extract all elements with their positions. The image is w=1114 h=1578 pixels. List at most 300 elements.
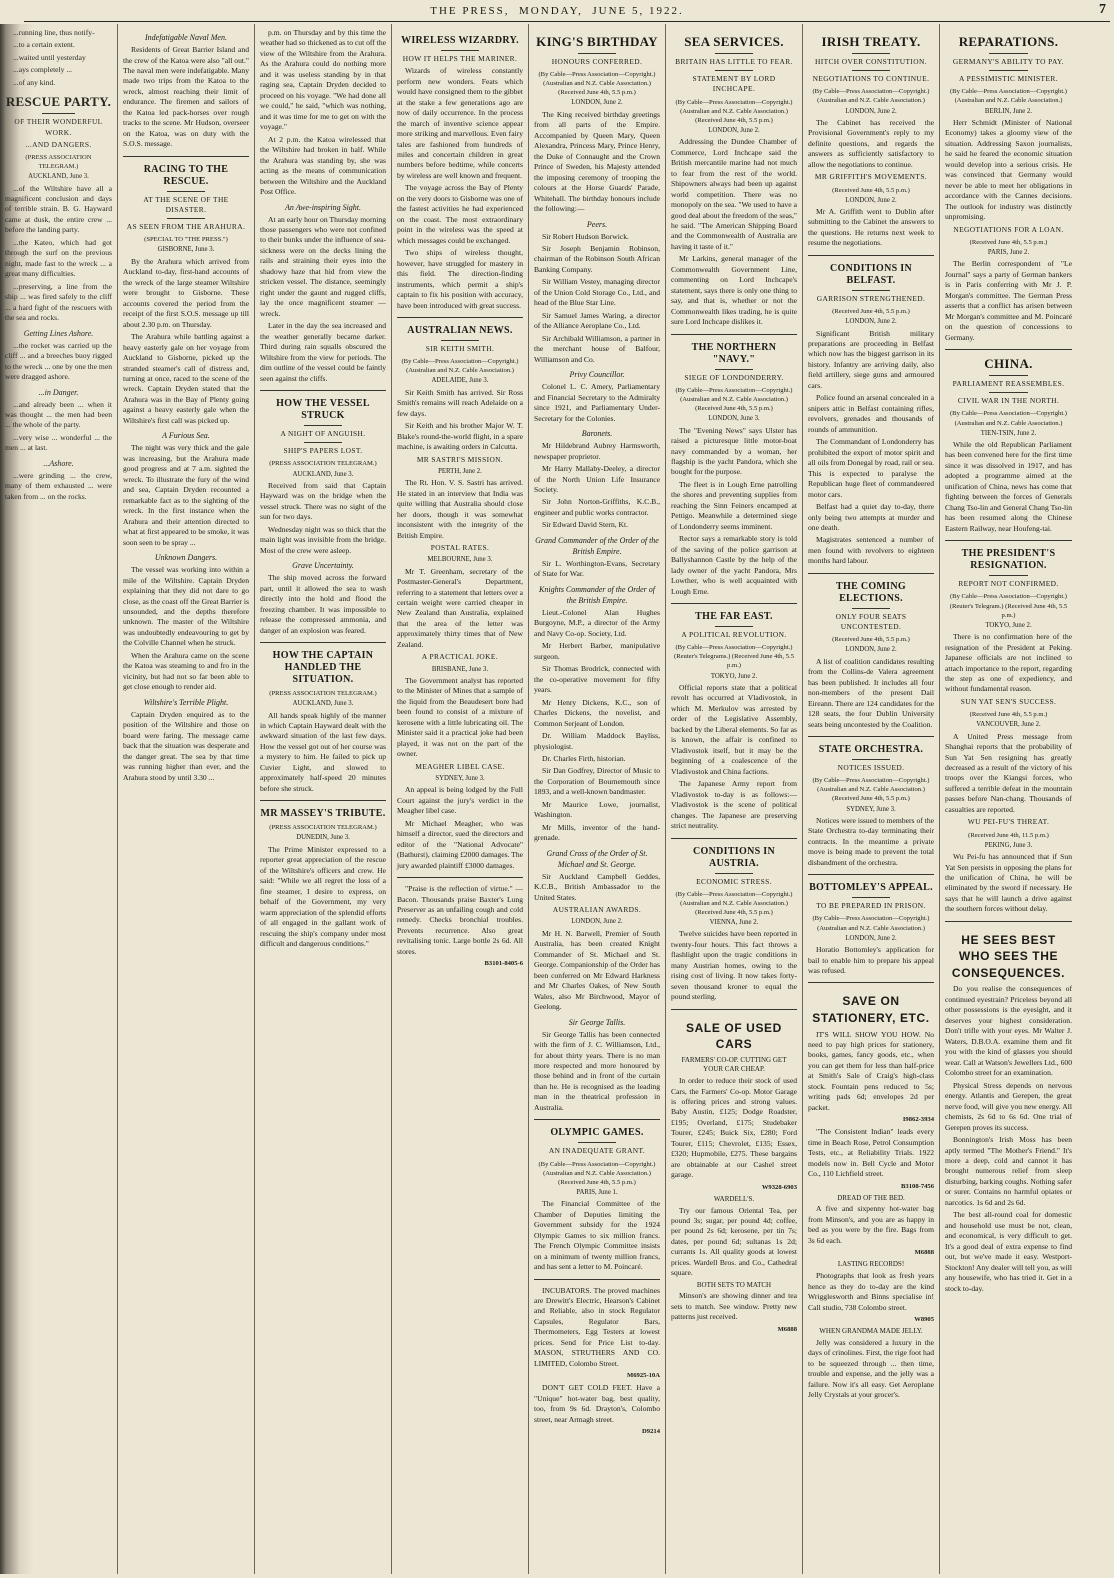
- column-3: [392, 24, 529, 1574]
- ad-subhead: DREAD OF THE BED.: [837, 1193, 905, 1202]
- subhead: AUSTRALIAN AWARDS.: [552, 905, 642, 915]
- credit: (By Cable—Press Association—Copyright.) (Australian and N.Z. Cable Association.): [812, 915, 930, 932]
- used-cars-ad-headline: SALE OF USED CARS: [686, 1020, 782, 1052]
- austria-headline: CONDITIONS IN AUSTRIA.: [693, 845, 775, 869]
- bottomley-headline: BOTTOMLEY'S APPEAL.: [809, 882, 933, 894]
- credit: (By Cable—Press Association—Copyright.) (Reuter's Telegrams.) (Received June 4th, 5.5 p.m.): [674, 644, 794, 670]
- divider: [260, 642, 386, 643]
- paragraph: The Cabinet has received the Provisional Government's reply to my definite questions, and regards the answers as sufficiently satisfactory to allow the negotiations to continue.: [808, 117, 934, 169]
- divider: [808, 982, 934, 983]
- elections-headline: THE COMING ELECTIONS.: [836, 580, 906, 604]
- masthead-paper: THE PRESS,: [430, 5, 510, 17]
- paragraph: Sir Auckland Campbell Geddes, K.C.B., British Ambassador to the United States.: [534, 871, 660, 902]
- column-7: [940, 24, 1077, 1574]
- advertisement: Try our famous Oriental Tea, per pound 3s; sugar, per pound 4d; coffee, per pound 2s 6d; kerosene, per tin 7s; dates, per pound 6d; sultanas 1s 2d; currants 1s. All quality goods at lowest prices. Wardell Bros. and Co., Cathedral square.: [671, 1205, 797, 1278]
- crosshead: Unknown Dangers.: [154, 553, 218, 563]
- credit: (Received June 4th, 11.5 p.m.): [968, 831, 1049, 839]
- paragraph: Received from said that Captain Hayward was on the bridge when the vessel struck. There was no sight of the sun for two days.: [260, 480, 386, 522]
- masthead-day: MONDAY,: [519, 5, 583, 17]
- ad-reference: B3101-8405-6: [484, 960, 523, 968]
- dateline: PEKING, June 3.: [984, 841, 1033, 849]
- credit: (By Cable—Press Association—Copyright.) (Australian and N.Z. Cable Association.) (Received June 4th, 5.5 p.m.): [538, 71, 656, 97]
- divider: [123, 156, 249, 157]
- advertisement: A five and sixpenny hot-water bag from Minson's, and you are as happy in bed as you were by the fire. Bags from 3s 6d each.: [808, 1204, 934, 1245]
- divider: [304, 442, 342, 443]
- dateline: LONDON, June 2.: [845, 107, 897, 115]
- paragraph: Sir Samuel James Waring, a director of the Alliance Aeroplane Co., Ltd.: [534, 310, 660, 331]
- eyesight-ad-headline: HE SEES BEST WHO SEES THE CONSEQUENCES.: [951, 932, 1066, 980]
- dateline: ADELAIDE, June 3.: [431, 377, 489, 385]
- paragraph: Belfast had a quiet day to-day, there only being two attempts at murder and one death.: [808, 502, 934, 532]
- dateline: LONDON, June 2.: [845, 196, 897, 204]
- divider: [534, 1279, 660, 1280]
- ad-reference: M6888: [914, 1249, 934, 1257]
- credit: (Received June 4th, 5.5 p.m.): [832, 308, 910, 316]
- paragraph: An appeal is being lodged by the Full Court against the jury's verdict in the Meagher libel case.: [397, 785, 523, 816]
- divider: [852, 759, 890, 760]
- page-number: 7: [1099, 2, 1106, 17]
- dateline: PERTH, June 2.: [438, 467, 482, 475]
- paragraph: Wu Pei-fu has announced that if Sun Yat Sen persists in opposing the plans for the unification of China, he will be eliminated by the sword if necessary. He says that he will launch a drive against the southern forces without delay.: [945, 852, 1072, 914]
- paragraph: Sir Archibald Williamson, a partner in the merchant house of Balfour, Williamson and Co.: [534, 333, 660, 364]
- credit: (Received June 4th, 5.5 p.m.): [969, 711, 1048, 719]
- reparations-headline: REPARATIONS.: [958, 34, 1059, 49]
- credit: (By Cable—Press Association—Copyright.) (Australian and N.Z. Cable Association.) (Received June 4th, 5.5 p.m.): [812, 777, 930, 803]
- col0-line: ...waited until yesterday: [13, 52, 86, 62]
- subhead: ONLY FOUR SEATS UNCONTESTED.: [835, 611, 907, 632]
- sea-services-headline: SEA SERVICES.: [684, 34, 784, 49]
- divider: [260, 800, 386, 801]
- ad-reference: W9328-6903: [761, 1183, 797, 1191]
- dateline: LONDON, June 2.: [845, 934, 897, 942]
- paragraph: By the Arahura which arrived from Auckland to-day, first-hand accounts of the wreck of the large steamer Wiltshire were brought to Gisborne. These accounts covered the period from the receipt of the first S.O.S. message up till about 2.30 p.m. on Thursday.: [123, 256, 249, 329]
- subhead: A PRACTICAL JOKE.: [421, 652, 499, 662]
- subhead: NEGOTIATIONS TO CONTINUE.: [812, 74, 930, 84]
- subhead: GERMANY'S ABILITY TO PAY.: [952, 56, 1065, 66]
- credit: (PRESS ASSOCIATION TELEGRAM.): [269, 690, 377, 698]
- dateline: VIENNA, June 2.: [709, 919, 759, 926]
- paragraph: ...preserving, a line from the ship ... was fired safely to the cliff ... a hard fight of the rescuers with the sea and rocks.: [5, 281, 112, 323]
- paragraph: Captain Dryden enquired as to the position of the Wiltshire and those on board were faring. The message came back that the situation was desperate and the danger great. The sea by that time was running higher than ever, and the Arahura stood by until 3.30 ...: [123, 709, 249, 782]
- racing-to-rescue-headline: RACING TO THE RESCUE.: [143, 163, 229, 187]
- paragraph: The vessel was working into within a mile of the Wiltshire. Captain Dryden explaining that they did not dare to go close, as the coast off the Great Barrier is unsounded, and the depths therefore unknown. The master of the Wiltshire was undoubtedly endeavouring to get by the Colville Channel when he struck.: [123, 565, 249, 648]
- paragraph: Mr Mills, inventor of the hand-grenade.: [534, 822, 660, 843]
- ad-reference: M6888: [777, 1325, 797, 1333]
- advertisement: IT'S WILL SHOW YOU HOW. No need to pay high prices for stationery, books, games, fancy goods, etc., when you can get them for less than half-price at Smith's Sale of Craig's high-class stock. Fountain pens reduced to 5s; writing pads 6d; envelopes 2d per packet.: [808, 1029, 934, 1112]
- kings-birthday-headline: KING'S BIRTHDAY: [536, 34, 658, 49]
- ad-reference: B3108-7456: [901, 1182, 934, 1190]
- advertisement: Do you realise the consequences of continued eyestrain? Priceless beyond all other possessions is the eyesight, and it deserves your highest consideration. Don't trifle with your eyes. Mr Walter J. Waters, D.B.O.A. examine them and fit you with the kind of glasses you should wear. Call at Watson's Jewellers Ltd., 600 Colombo street for an examination.: [945, 984, 1072, 1078]
- crosshead: Getting Lines Ashore.: [23, 328, 94, 338]
- subhead: NOTICES ISSUED.: [837, 763, 905, 773]
- subhead: BRITAIN HAS LITTLE TO FEAR.: [675, 56, 793, 66]
- paragraph: All hands speak highly of the manner in which Captain Hayward dealt with the awkward situation of the last few days. How the vessel got out of her course was a mystery to him. He failed to pick up Cuvier Light, and slowed to approximately half-speed 20 minutes before she struck.: [260, 710, 386, 793]
- paragraph: Mr Michael Meagher, who was himself a director, sued the directors and editor of the "National Advocate" (Bathurst), claiming £2000 damages. The jury awarded plaintiff £3000 damages.: [397, 818, 523, 870]
- dateline: LONDON, June 2.: [845, 318, 897, 326]
- ad-subhead: LASTING RECORDS!: [837, 1260, 905, 1269]
- credit: (By Cable—Press Association—Copyright.) (Australian and N.Z. Cable Association.) (Received June 4th, 5.5 p.m.): [675, 890, 793, 916]
- subhead: PARLIAMENT REASSEMBLES.: [952, 379, 1065, 388]
- state-orchestra-headline: STATE ORCHESTRA.: [818, 744, 924, 756]
- paragraph: The night was very thick and the gale was increasing, but the Arahura made good progress and at 7 a.m. sighted the wreck. To illustrate the fury of the wind and sea, Captain Dryden recounted a remarkable fact as to the sighting of the wreck. In the first instance when the Arahura and their attention directed to what at first appeared to be smoke, it was soon seen to be spray ...: [123, 443, 249, 547]
- divider: [42, 113, 74, 114]
- belfast-headline: CONDITIONS IN BELFAST.: [830, 262, 912, 286]
- paragraph: Police found an arsenal concealed in a snipers attic in Belfast containing rifles, revolvers, grenades and thousands of rounds of ammunition.: [808, 393, 934, 434]
- divider: [808, 874, 934, 875]
- divider: [945, 540, 1072, 541]
- subhead: REPORT NOT CONFIRMED.: [958, 579, 1059, 589]
- subhead: CIVIL WAR IN THE NORTH.: [957, 396, 1060, 406]
- wireless-wizardry-headline: WIRELESS WIZARDRY.: [401, 35, 519, 46]
- presidents-resignation-headline: THE PRESIDENT'S RESIGNATION.: [961, 548, 1056, 572]
- paragraph: ...very wise ... wonderful ... the men ... at last.: [5, 432, 112, 453]
- subhead: TO BE PREPARED IN PRISON.: [816, 901, 926, 911]
- dateline: PARIS, June 1.: [576, 1188, 618, 1196]
- paragraph: The ship moved across the forward part, until it allowed the sea to wash directly into the hold and flood the freezing chamber. It was impossible to release the compressed ammonia, and danger of an explosion was feared.: [260, 573, 386, 635]
- ad-reference: W8905: [914, 1315, 934, 1323]
- crosshead: Baronets.: [581, 429, 613, 439]
- paragraph: Notices were issued to members of the State Orchestra to-day terminating their contracts. In the meantime a private move is being made to prevent the total disbandment of the orchestra.: [808, 815, 934, 867]
- dateline: AUCKLAND, June 3.: [292, 700, 354, 708]
- masthead-date: JUNE 5, 1922.: [592, 5, 684, 17]
- advertisement: Minson's are showing dinner and tea sets to match. See window. Pretty new patterns just received.: [671, 1291, 797, 1322]
- credit: (By Cable—Press Association—Copyright.) (Australian and N.Z. Cable Association.): [401, 358, 519, 375]
- col0-line: ...of any kind.: [13, 77, 56, 87]
- dateline: AUCKLAND, June 3.: [28, 173, 89, 181]
- advertisement: Jelly was considered a luxury in the days of crinolines. First, the rige foot had to be squeezed through ... then time, trouble and expense, and the jelly was a failure. Now it's all easy. Get Aeroplane Jelly Crystals at your grocer's.: [808, 1337, 934, 1400]
- divider: [808, 573, 934, 574]
- australian-news-headline: AUSTRALIAN NEWS.: [407, 325, 513, 336]
- divider: [441, 50, 479, 51]
- paragraph: Sir George Tallis has been connected with the firm of J. C. Williamson, Ltd., for about thirty years. There is no man more respected and more honoured by those behind and in front of the curtain than he. He is recognised as the leading man in the theatrical profession in Australia.: [534, 1029, 660, 1112]
- ad-subhead: WHEN GRANDMA MADE JELLY.: [819, 1327, 923, 1336]
- paragraph: ...and already been ... when it was thought ... the men had been ... the whole of the party.: [5, 399, 112, 430]
- paragraph: Sir Robert Hudson Borwick.: [542, 231, 629, 241]
- subhead: NEGOTIATIONS FOR A LOAN.: [953, 224, 1064, 234]
- dateline: BERLIN, June 2.: [984, 107, 1033, 115]
- divider: [671, 838, 797, 839]
- paragraph: The "Evening News" says Ulster has raised a picturesque little motor-boat navy commanded by a woman, her flagship is the yacht Pandora, which she bought for the purpose.: [671, 425, 797, 477]
- column-4: [529, 24, 666, 1574]
- divider: [852, 608, 890, 609]
- subhead: AS SEEN FROM THE ARAHURA.: [126, 222, 246, 232]
- crosshead: Peers.: [586, 219, 608, 229]
- dateline: BRISBANE, June 3.: [431, 665, 489, 673]
- paragraph: There is no confirmation here of the resignation of the President at Peking. Japanese officials are not inclined to attach importance to the report, regarding the step as one of expediency, and without fundamental reason.: [945, 632, 1072, 694]
- subhead: HOW IT HELPS THE MARINER.: [402, 54, 518, 63]
- olympic-games-headline: OLYMPIC GAMES.: [550, 1127, 644, 1139]
- paragraph: The Rt. Hon. V. S. Sastri has arrived. He stated in an interview that India was quite willing that Australia should close her doors, though it was somewhat inconsistent with the integrity of the British Empire.: [397, 478, 523, 540]
- paragraph: ...the Kateo, which had got through the surf on the previous night, made fast to the wreck ... a great many difficulties.: [5, 237, 112, 279]
- dateline: PARIS, June 2.: [987, 248, 1030, 256]
- paragraph: The Commandant of Londonderry has prohibited the export of motor spirit and all oils from Donegal by road, rail or sea. This is expected to paralyse the Republican huge fleet of commandeered motor cars.: [808, 437, 934, 499]
- columns: [0, 24, 1077, 1574]
- divider: [852, 70, 890, 71]
- crosshead: ...in Danger.: [38, 387, 79, 397]
- credit: (Received June 4th, 5.5 p.m.): [832, 186, 910, 194]
- divider: [989, 375, 1027, 376]
- advertisement: Bonnington's Irish Moss has been aptly termed "The Mother's Friend." It's more a deep, cold and cannot it has brought numerous relief from sleep disturbing, barking coughs. Nothing safer or surer. Contains no harmful opiates or narcotics. 1s 6d and 2s 6d.: [945, 1135, 1072, 1207]
- dateline: LONDON, June 3.: [708, 415, 760, 423]
- subhead: ECONOMIC STRESS.: [696, 876, 772, 886]
- paragraph: Mr Hildebrand Aubrey Harmsworth, newspaper proprietor.: [534, 441, 660, 461]
- crosshead: Grand Commander of the Order of the British Empire.: [535, 535, 659, 556]
- subhead: SUN YAT SEN'S SUCCESS.: [960, 696, 1057, 706]
- irish-treaty-headline: IRISH TREATY.: [821, 34, 921, 49]
- dateline: DUNEDIN, June 3.: [296, 834, 350, 842]
- captain-handled-headline: HOW THE CAPTAIN HANDLED THE SITUATION.: [272, 650, 374, 686]
- dateline: TOKYO, June 2.: [710, 672, 758, 680]
- subhead: A POLITICAL REVOLUTION.: [681, 630, 787, 640]
- subhead: HITCH OVER CONSTITUTION.: [814, 56, 928, 66]
- subhead: SIR KEITH SMITH.: [425, 344, 495, 353]
- crosshead: Knights Commander of the Order of the British Empire.: [539, 584, 655, 605]
- advertisement: Physical Stress depends on nervous energy. Atlantis and Gerepen, the great nerve food, will give you new energy. All chemists, 2s 6d to 6s 6d. One trial of Gerepen proves its success.: [945, 1080, 1072, 1132]
- column-5: [666, 24, 803, 1574]
- divider: [671, 1009, 797, 1010]
- col0-line: ...ays completely ...: [13, 65, 73, 75]
- crosshead: Wiltshire's Terrible Plight.: [143, 697, 229, 707]
- crosshead: Grave Uncertainty.: [292, 561, 354, 571]
- masthead-rule: [24, 21, 1110, 22]
- paragraph: Rector says a remarkable story is told of the saving of the police garrison at Ballyshannon Castle by the help of the lady owner of the yacht Pandora, Mrs Lowther, who is well acquainted with Lough Erne.: [671, 534, 797, 596]
- paragraph: Two ships of wireless thought, however, have struggled for mastery in this field. The direction-finding instruments, which permit a ship's captain to fix his position with accuracy, have been introduced with great success.: [397, 248, 523, 310]
- divider: [260, 390, 386, 391]
- paragraph: The Japanese Army report from Vladivostok to-day is as follows:— Vladivostok is the scene of political changes. The Japanese are preserving strict neutrality.: [671, 779, 797, 831]
- column-0: [0, 24, 118, 1574]
- divider: [989, 575, 1027, 576]
- paragraph: Significant British military preparations are proceeding in Belfast which now has the biggest garrison in its history. Infantry are arriving daily, also field artillery, siege guns and armoured cars.: [808, 328, 934, 390]
- paragraph: Later in the day the sea increased and the weather generally became darker. Third during rain squalls obscured the Wiltshire from the view for periods. The dim outline of the vessel could be faintly seen against the cliffs.: [260, 321, 386, 383]
- subhead: AN INADEQUATE GRANT.: [548, 1146, 646, 1156]
- divider: [167, 191, 205, 192]
- ad-subhead: WARDELL'S.: [713, 1194, 755, 1203]
- paragraph: Wizards of wireless constantly perform new wonders. Feats which would have consigned them to the gibbet at the stake a few generations ago are now of daily occurrence. In the process the march of inventive science appear more striking and marvellous. Even fairy tales are fashioned from hundreds of miles and concertain children in great numbers before bedtime, while concerts by wireless are well known and frequent.: [397, 66, 523, 180]
- advertisement: INCUBATORS. The proved machines are Drewitt's Electric, Hearson's Cabinet and Reliable, also in stock Regulator Capsules, Regulator Bars, Thermometers, Egg Testers at lowest prices. Send for Price List to-day. MASON, STRUTHERS AND CO. LIMITED, Colombo Street.: [534, 1285, 660, 1368]
- divider: [852, 290, 890, 291]
- divider: [989, 70, 1027, 71]
- paragraph: Herr Schmidt (Minister of National Economy) takes a gloomy view of the situation. Addressing Saxon journalists, he said he feared the economic situation would develop into a serious crisis. He was convinced that Germany would never be able to meet her obligations in accordance with the Cannes decisions. The outlook for industry was distinctly unpromising.: [945, 117, 1072, 222]
- paragraph: Official reports state that a political revolt has occurred at Vladivostok, in which M. Merkulov was arrested by order of the Legislative Assembly, backed by the Liberal elements. So far as is known, the affair is confined to Vladivostok itself, but it may be the beginning of a coalescence of the Vladivostok and China factions.: [671, 682, 797, 776]
- paragraph: Sir Keith Smith has arrived. Sir Ross Smith's remains will reach Adelaide on a few days.: [397, 387, 523, 418]
- advertisement: "Praise is the reflection of virtue." — Bacon. Thousands praise Baxter's Lung Preserver as an unfailing cough and cold remedy. Checks bronchial troubles. Prevents recurrence. Also great revitalising tonic. Large bottle 2s 6d. All stores.: [397, 884, 523, 956]
- paragraph: Sir Keith and his brother Major W. T. Blake's round-the-world flight, in a spare machine, is awaiting orders in Calcutta.: [397, 421, 523, 452]
- paragraph: Mr Maurice Lowe, journalist, Washington.: [534, 799, 660, 820]
- divider: [578, 53, 616, 54]
- crosshead: Privy Councillor.: [569, 370, 625, 380]
- divider: [397, 877, 523, 878]
- credit: (By Cable—Press Association—Copyright.) (Reuter's Telegram.) (Received June 4th, 5.5 p.m.): [949, 593, 1068, 619]
- far-east-headline: THE FAR EAST.: [695, 611, 773, 623]
- paragraph: Sir William Vestey, managing director of the Union Cold Storage Co., Ltd., and head of the Blue Star Line.: [534, 277, 660, 308]
- subhead: A PESSIMISTIC MINISTER.: [959, 74, 1058, 84]
- subhead: A NIGHT OF ANGUISH.: [280, 429, 366, 439]
- paragraph: Mr A. Griffith went to Dublin after submitting to the Cabinet the answers to the questions. He returns next week to resume the negotiations.: [808, 206, 934, 248]
- paragraph: The Government analyst has reported to the Minister of Mines that a sample of the liquid from the Beaudesert bore had been found to consist of a mixture of kerosene with a little lubricating oil. The Minister said it a practical joke had been played, it was not on the part of the owner.: [397, 675, 523, 759]
- paragraph: The Prime Minister expressed to a reporter great appreciation of the rescue of the Wiltshire's officers and crew. He said: "While we all regret the loss of a fine steamer, I desire to express, on behalf of the Government, my very warm appreciation of the splendid efforts of all engaged in the gallant work of rescuing the ship's company under most difficult and dangerous conditions.": [260, 844, 386, 948]
- paragraph: Horatio Bottomley's application for bail to enable him to prepare his appeal was refused.: [808, 945, 934, 975]
- column-6: [803, 24, 940, 1574]
- credit: (Received June 4th, 5.5 p.m.): [832, 636, 910, 644]
- paragraph: Twelve suicides have been reported in twenty-four hours. This fact throws a flashlight upon the tragic conditions in many Austrian homes, owing to the rising cost of living. It now takes forty-seven thousand kroner to equal the pound sterling.: [671, 929, 797, 1002]
- paragraph: The fleet is in Lough Erne patrolling the shores and preventing supplies from reaching the Sinn Feiners encamped at Pettigo. Meanwhile a determined siege of Londonderry seems imminent.: [671, 479, 797, 531]
- divider: [715, 70, 753, 71]
- dateline: VANCOUVER, June 2.: [976, 721, 1041, 729]
- subhead: AT THE SCENE OF THE DISASTER.: [143, 194, 229, 214]
- paragraph: The Berlin correspondent of "Le Journal" says a party of German bankers is in Paris conferring with Mr J. P. Morgan's committee. The German Press asserts that a conflict has arisen between Mr Morgan's committee and M. Poincaré on the question of concessions to Germany.: [945, 259, 1072, 342]
- paragraph: Sir John Norton-Griffiths, K.C.B., engineer and public works contractor.: [534, 497, 660, 517]
- dateline: LONDON, June 2.: [845, 646, 897, 654]
- paragraph: Colonel L. C. Amery, Parliamentary and Financial Secretary to the Admiralty since 1921, and Parliamentary Under-Secretary for the Colonies.: [534, 382, 660, 423]
- ad-reference: D9214: [642, 1428, 660, 1436]
- paragraph: At an early hour on Thursday morning those passengers who were not confined to their bunks under the influence of sea-sickness were on the decks lining the rails and straining their eyes into the shadowy haze that hid from view the stricken vessel. The distance, seemingly right under the gaunt and rugged cliffs, lay the once magnificent steamer — wreck.: [260, 214, 386, 318]
- paragraph: ...were grinding ... the crew, many of them exhausted ... were taken from ... on the rocks.: [5, 470, 112, 501]
- paragraph: Mr T. Greenham, secretary of the Postmaster-General's Department, referring to a statement that letters over a certain weight were carried cheaper in New Zealand than Australia, explained that the area of the letter was approximately thirty times that of New Zealand.: [397, 566, 523, 649]
- subhead: MEAGHER LIBEL CASE.: [415, 761, 505, 771]
- credit: (By Cable—Press Association—Copyright.) (Australian and N.Z. Cable Association.) (Received June 4th, 5.5 p.m.): [675, 386, 793, 413]
- paragraph: Mr Harry Mallaby-Deeley, a director of the North Union Life Insurance Society.: [534, 464, 660, 494]
- paragraph: Sir L. Worthington-Evans, Secretary of State for War.: [534, 558, 660, 579]
- dateline: TOKYO, June 2.: [985, 621, 1032, 629]
- paragraph: Mr H. N. Barwell, Premier of South Australia, has been created Knight Commander of St. Michael and St. George. Companionship of the Order has been conferred on Mr Edward Harkness and Mr Charles Oakes, of New South Wales, also Mr Birchwood, Mayor of Geelong.: [534, 928, 660, 1012]
- paragraph: Mr Henry Dickens, K.C., son of Charles Dickens, the novelist, and Common Serjeant of London.: [534, 697, 660, 728]
- paragraph: While the old Republican Parliament has been convened here for the first time since it was dissolved in 1917, and has adopted a programme aimed at the unification of China, news has come that fighting between the forces of Generals Chang Tso-lin and General Chang Tso-lin has been resumed along the Chinese Eastern Railway, near Houfeng-tai.: [945, 440, 1072, 533]
- dateline: LONDON, June 2.: [708, 126, 760, 134]
- divider: [715, 873, 753, 874]
- vessel-struck-headline: HOW THE VESSEL STRUCK: [276, 398, 370, 422]
- divider: [441, 340, 479, 341]
- credit: (PRESS ASSOCIATION TELEGRAM.): [269, 824, 377, 832]
- dateline: GISBORNE, June 3.: [157, 246, 215, 254]
- paragraph: When the Arahura came on the scene the Katoa was steaming to and fro in the vicinity, but had not so far been able to get close enough to render aid.: [123, 650, 249, 692]
- paragraph: ...of the Wiltshire have all a magnificent conclusion and days of terrible strain. B. G. Hayward came at dusk, the entire crew ... before the landing party.: [5, 183, 112, 235]
- credit: (SPECIAL TO "THE PRESS."): [144, 236, 228, 244]
- china-headline: CHINA.: [984, 356, 1033, 372]
- paragraph: p.m. on Thursday and by this time the weather had so thickened as to cut off the view of the Wiltshire from the Arahura. As the Arahura could do nothing more and it was useless standing by in that raging sea, Captain Dryden decided to proceed on his voyage. "We had done all we could," he said, "which was nothing, and it was time for me to get on with the voyage.": [260, 28, 386, 132]
- advertisement: "The Consistent Indian" leads every time in Beach Rose, Petrol Consumption Tests, etc., at Reliability Trials. 1922 models now in. Bell Cycle and Motor Co., 110 Lichfield street.: [808, 1127, 934, 1179]
- column-1: [118, 24, 255, 1574]
- divider: [989, 392, 1027, 393]
- rescue-party-subhead: OF THEIR WONDERFUL WORK.: [14, 117, 103, 137]
- paragraph: Addressing the Dundee Chamber of Commerce, Lord Inchcape said the British mercantile marine had not much to fear from the rest of the world. Shipowners always had been up against world competition. There was no monopoly on the sea. "We used to have a good deal about the freedom of the seas," he said. "The American Shipping Board and the Commonwealth of Australia are having it taste of it.": [671, 137, 797, 251]
- divider: [808, 736, 934, 737]
- divider: [715, 53, 753, 54]
- crosshead: Sir George Tallis.: [568, 1017, 626, 1027]
- credit: (Received June 4th, 5.5 p.m.): [969, 238, 1048, 246]
- paragraph: Dr. William Maddock Bayliss, physiologist.: [534, 731, 660, 751]
- paragraph: A United Press message from Shanghai reports that the probability of Sun Yat Sen resigning has greatly decreased as a result of the victory of his troops over the Kiangsi forces, who suffered a terrible defeat in the mountain passes before Nan-chang. Thousands of casualties are reported.: [945, 731, 1072, 814]
- paragraph: Sir Dan Godfrey, Director of Music to the Corporation of Bournemouth since 1893, and a well-known bandmaster.: [534, 766, 660, 797]
- rescue-party-headline: RESCUE PARTY.: [5, 94, 112, 110]
- subhead: MR GRIFFITH'S MOVEMENTS.: [814, 172, 928, 182]
- divider: [534, 1119, 660, 1120]
- divider: [945, 921, 1072, 922]
- paragraph: Magistrates sentenced a number of men found with revolvers to eighteen months hard labour.: [808, 535, 934, 566]
- paragraph: Mr Herbert Barber, manipulative surgeon.: [534, 641, 660, 661]
- credit: (By Cable—Press Association—Copyright.) (Australian and N.Z. Cable Association.): [949, 88, 1068, 105]
- col0-line: ...to a certain extent.: [13, 40, 75, 50]
- divider: [671, 334, 797, 335]
- divider: [945, 349, 1072, 350]
- paragraph: The King received birthday greetings from all parts of the Empire. Accompanied by Queen Mary, Queen Alexandra, Princess Mary, Prince Henry, the Duke of Connaught and the Crown Prince of Sweden, his Majesty attended the imposing ceremony of trooping the colours at the Horse Guards' Parade, Whitehall. The birthday honours include the following:—: [534, 109, 660, 214]
- divider: [397, 317, 523, 318]
- dateline: LONDON, June 2.: [571, 918, 623, 926]
- divider: [167, 218, 205, 219]
- advertisement: DON'T GET COLD FEET. Have a "Unique" hot-water bag, best quality, too, from 9s 6d. Drayton's, Colombo street, near Armagh street.: [534, 1383, 660, 1424]
- advertisement: Photographs that look as fresh years hence as they do to-day are the kind Wrigglesworth and Binns specialise in! Call studio, 738 Colombo street.: [808, 1271, 934, 1312]
- masthead: [0, 0, 1114, 22]
- crosshead: Grand Cross of the Order of St. Michael and St. George.: [546, 848, 648, 869]
- subhead: SIEGE OF LONDONDERRY.: [684, 372, 784, 382]
- divider: [852, 897, 890, 898]
- subhead: STATEMENT BY LORD INCHCAPE.: [692, 74, 776, 94]
- massey-tribute-headline: MR MASSEY'S TRIBUTE.: [260, 808, 386, 820]
- ad-subhead: BOTH SETS TO MATCH: [696, 1280, 772, 1289]
- paragraph: A list of coalition candidates resulting from the Collins-de Valera agreement has been published. It includes all four non-members of the present Dail Eireann. There are 124 candidates for the 128 seats, the four Dublin University seats being uncontested by the Coalition.: [808, 656, 934, 729]
- northern-navy-headline: THE NORTHERN "NAVY.": [691, 341, 777, 365]
- advertisement: In order to reduce their stock of used Cars, the Farmers' Co-op. Motor Garage is offering prices and strong values. Baby Austin, £125; Dodge Roadster, £195; Overland, £175; Studebaker Tourer, £245; Buick Six, £280; Ford Tourer, £115; Chevrolet, £135; Essex, £320; Hupmobile, £275. These bargains are obtainable at our Cashel street garage.: [671, 1076, 797, 1180]
- credit: (By Cable—Press Association—Copyright.) (Australian and N.Z. Cable Association.): [949, 410, 1068, 427]
- paragraph: Mr Larkins, general manager of the Commonwealth Government Line, commenting on Lord Inchcape's statement, says there is only one thing to say, and that is, whether or not the Commonwealth likes trading, he is quite sure Lord Inchcape dislikes it.: [671, 254, 797, 327]
- paragraph: Sir Thomas Brodrick, connected with the co-operative movement for fifty years.: [534, 664, 660, 695]
- paragraph: The voyage across the Bay of Plenty on the very doors to Gisborne was one of the fastest activities he had experienced on the coast. The most extraordinary point in the wireless was the speed at which messages could be exchanged.: [397, 183, 523, 245]
- rescue-party-subhead-2: ...AND DANGERS.: [25, 139, 92, 149]
- credit: (By Cable—Press Association—Copyright.) (Australian and N.Z. Cable Association.) (Received June 4th, 5.5 p.m.): [675, 98, 793, 124]
- dateline: LONDON, June 2.: [571, 99, 623, 107]
- paragraph: At 2 p.m. the Katoa wirelessed that the Wiltshire had broken in half. While the Arahura was standing by, she was acting as the means of communication between the Wiltshire and the Auckland Post Office.: [260, 134, 386, 197]
- column-2: [255, 24, 392, 1574]
- subhead: GARRISON STRENGTHENED.: [816, 293, 926, 303]
- credit: (PRESS ASSOCIATION TELEGRAM.): [25, 153, 92, 171]
- paragraph: Dr. Charles Firth, historian.: [542, 754, 626, 763]
- paragraph: ...the rocket was carried up the cliff ... and a breeches buoy rigged to the wreck ... one by one the men were dragged ashore.: [5, 340, 112, 382]
- divider: [715, 369, 753, 370]
- ad-reference: M6925-10A: [627, 1372, 660, 1380]
- dateline: SYDNEY, June 3.: [435, 774, 485, 782]
- paragraph: Wednesday night was so thick that the main light was invisible from the bridge. Most of the crew were asleep.: [260, 524, 386, 555]
- divider: [715, 626, 753, 627]
- advertisement: The best all-round coal for domestic and household use must be not, clean, and economical, is very difficult to get. It's a good deal of extra expense to find out, but we've made it easy. Westport-Stockton! Any dealer will tell you, as will any housewife, who has tried it. Get in a stock to-day.: [945, 1210, 1072, 1293]
- crosshead: An Awe-inspiring Sight.: [284, 202, 362, 212]
- divider: [808, 255, 934, 256]
- credit: (By Cable—Press Association—Copyright.) (Australian and N.Z. Cable Association.) (Received June 4th, 5.5 p.m.): [538, 1160, 656, 1186]
- paragraph: Residents of Great Barrier Island and the crew of the Katoa were also "all out." The naval men were indefatigable. Many made two trips from the Katoa to the wreck, almost reaching their limit of endurance. The firemen and sailors of the Katoa led pack-horses over rough tracks to the scene. Mr Hudson, overseer on the Katoa, was on duty with the S.O.S. message.: [123, 45, 249, 149]
- paragraph: The Arahura while battling against a heavy easterly gale on her voyage from Auckland to Gisborne, picked up the stranded steamer's call of distress and, turning at once, raced to the scene of the wreck. Captain Dryden stated that the Arahura was in the Bay of Plenty going against a heavy easterly gale when the Wiltshire's first call was picked up.: [123, 332, 249, 425]
- divider: [671, 603, 797, 604]
- ad-subhead: FARMERS' CO-OP. CUTTING GET YOUR CAR CHEAP.: [681, 1055, 787, 1074]
- credit: (By Cable—Press Association—Copyright.) (Australian and N.Z. Cable Association.): [812, 88, 930, 105]
- crosshead: ...Ashore.: [43, 458, 74, 468]
- paragraph: Sir Edward David Stern, Kt.: [542, 520, 629, 530]
- paragraph: The Financial Committee of the Chamber of Deputies limiting the Government subsidy for the 1924 Olympic Games to six million francs. The French Olympic Committee insists on a minimum of twenty million francs, and has sent a letter to M. Poincaré.: [534, 1199, 660, 1272]
- subhead: WU PEI-FU'S THREAT.: [967, 817, 1050, 827]
- subhead: MR SASTRI'S MISSION.: [416, 454, 504, 464]
- divider: [989, 53, 1027, 54]
- divider: [304, 425, 342, 426]
- divider: [578, 1142, 616, 1143]
- dateline: TIEN-TSIN, June 2.: [980, 429, 1037, 437]
- dateline: AUCKLAND, June 3.: [292, 470, 354, 478]
- subhead: POSTAL RATES.: [430, 543, 490, 552]
- crosshead: Indefatigable Naval Men.: [145, 33, 227, 42]
- paragraph: Lieut.-Colonel Alan Hughes Burgoyne, M.P., a director of the Army and Navy Co-op. Society, Ltd.: [534, 607, 660, 638]
- dateline: MELBOURNE, June 3.: [427, 556, 493, 564]
- dateline: SYDNEY, June 3.: [846, 805, 896, 813]
- ad-reference: I9862-3934: [902, 1116, 934, 1124]
- crosshead: A Furious Sea.: [162, 431, 210, 441]
- subhead: SHIP'S PAPERS LOST.: [283, 446, 363, 456]
- stationery-ad-headline: SAVE ON STATIONERY, ETC.: [812, 994, 930, 1025]
